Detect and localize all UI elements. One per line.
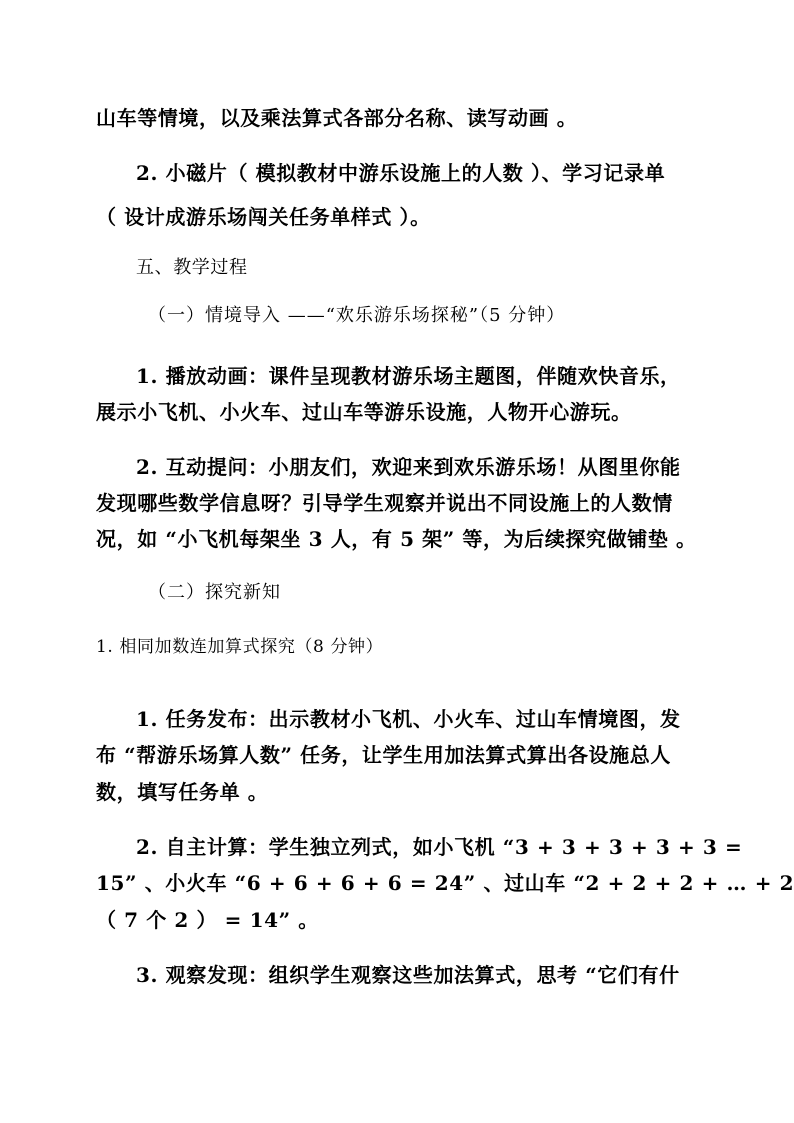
text-line-19: 3. 观察发现：组织学生观察这些加法算式，思考 “它们有什 [136, 963, 680, 987]
text-line-13: 1. 任务发布：出示教材小飞机、小火车、过山车情境图，发 [136, 707, 681, 731]
text-line-10: 况，如 “小飞机每架坐 3 人，有 5 架” 等，为后续探究做铺垫 。 [96, 527, 697, 551]
text-line-6: 1. 播放动画：课件呈现教材游乐场主题图，伴随欢快音乐， [136, 364, 681, 388]
subheading-1: 1. 相同加数连加算式探究（8 分钟） [96, 637, 384, 657]
section-heading: 五、教学过程 [136, 257, 248, 278]
text-line-14: 布 “帮游乐场算人数” 任务，让学生用加法算式算出各设施总人 [96, 743, 671, 767]
text-line-1: 山车等情境，以及乘法算式各部分名称、读写动画 。 [96, 106, 578, 130]
text-line-15: 数，填写任务单 。 [96, 780, 269, 804]
text-line-8: 2. 互动提问：小朋友们，欢迎来到欢乐游乐场！从图里你能 [136, 455, 681, 479]
text-line-3: （ 设计成游乐场闯关任务单样式 ）。 [96, 205, 431, 229]
text-line-2: 2. 小磁片（ 模拟教材中游乐设施上的人数 ）、学习记录单 [136, 161, 666, 185]
text-line-17: 15” 、小火车 “6 + 6 + 6 + 6 = 24” 、过山车 “2 + 2 + 2 + … + 2 [96, 871, 794, 895]
text-line-16: 2. 自主计算：学生独立列式，如小飞机 “3 + 3 + 3 + 3 + 3 = [136, 835, 743, 859]
text-line-7: 展示小飞机、小火车、过山车等游乐设施，人物开心游玩。 [96, 400, 632, 424]
text-line-18: （ 7 个 2 ） = 14” 。 [96, 908, 319, 932]
text-line-9: 发现哪些数学信息呀？引导学生观察并说出不同设施上的人数情 [96, 491, 673, 515]
subsection-heading-2: （二）探究新知 [148, 582, 281, 603]
subsection-heading-1: （一）情境导入 ——“欢乐游乐场探秘”（5 分钟） [148, 305, 566, 326]
